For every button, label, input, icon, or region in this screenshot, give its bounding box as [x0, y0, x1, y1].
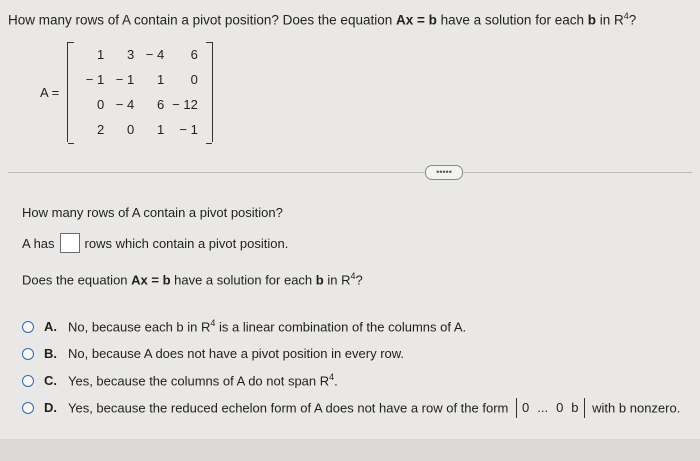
sq2-suffix: ?	[355, 272, 363, 288]
expand-more-button[interactable]: •••••	[425, 165, 463, 180]
vector-entry: 0	[521, 400, 530, 415]
option-c[interactable]	[22, 367, 680, 394]
option-a-rest: is a linear combination of the columns of A.	[215, 319, 467, 335]
matrix-cell: − 4	[145, 47, 165, 62]
matrix-row	[78, 67, 202, 92]
question-prefix: How many rows of A contain a pivot position? Does the equation	[8, 12, 396, 28]
question-mid: have a solution for each	[436, 12, 588, 28]
bottom-bar	[0, 439, 700, 461]
matrix-cell: 3	[126, 47, 135, 62]
question-in: in	[595, 12, 614, 28]
radio-option-a[interactable]	[22, 321, 34, 333]
matrix-cell: 6	[156, 97, 165, 112]
matrix-row	[78, 92, 202, 117]
option-letter: A.	[44, 319, 57, 334]
equation: Ax = b	[395, 12, 437, 28]
matrix-cell: − 1	[179, 122, 198, 137]
vector-entry: b	[571, 400, 579, 415]
sq2-equation: Ax = b	[131, 272, 171, 288]
matrix-cell: − 4	[115, 97, 135, 112]
option-text	[68, 318, 466, 334]
vector-entry: ...	[537, 400, 549, 415]
answer-options	[22, 313, 680, 421]
matrix-cell: 1	[156, 122, 165, 137]
row-vector	[516, 398, 585, 418]
matrix-block	[40, 42, 213, 142]
sq2-space-exponent: 4	[350, 271, 356, 281]
matrix-row	[78, 42, 202, 67]
answer-prefix: A has	[22, 235, 55, 251]
option-letter: B.	[44, 346, 57, 361]
vector-b: b	[587, 12, 596, 28]
matrix-cell: 0	[190, 72, 198, 87]
option-a-text: No, because each b in R	[68, 319, 211, 335]
matrix-cell: 6	[190, 47, 198, 62]
matrix-A	[67, 42, 213, 142]
option-c-text: Yes, because the columns of A do not span R	[68, 373, 330, 389]
radio-option-b[interactable]	[22, 348, 34, 360]
option-b-text: No, because A does not have a pivot position in every row.	[68, 346, 405, 361]
space-exponent: 4	[623, 11, 629, 21]
matrix-cell: − 1	[115, 72, 135, 87]
sq2-mid: have a solution for each	[170, 272, 316, 288]
radio-option-d[interactable]	[22, 402, 34, 414]
option-letter: D.	[44, 400, 57, 415]
pivot-rows-input[interactable]	[60, 233, 80, 253]
matrix-cell: − 12	[172, 97, 198, 112]
question-suffix: ?	[628, 12, 637, 28]
option-d-text: Yes, because the reduced echelon form of A does not have a row of the form	[68, 400, 509, 415]
section-divider	[8, 172, 692, 173]
option-letter: C.	[44, 373, 57, 388]
sq2-space-symbol: R	[341, 272, 351, 288]
sq2-vector-b: b	[315, 272, 324, 288]
matrix-cell: 1	[156, 72, 165, 87]
answer-line	[22, 233, 288, 253]
matrix-table	[78, 42, 202, 142]
option-b[interactable]	[22, 340, 680, 367]
option-text	[68, 372, 338, 388]
sub-question-solution	[22, 271, 363, 287]
matrix-cell: 2	[96, 122, 105, 137]
option-text	[68, 398, 680, 418]
sq2-prefix: Does the equation	[22, 272, 132, 288]
radio-option-c[interactable]	[22, 375, 34, 387]
option-c-rest: .	[334, 373, 338, 389]
vector-entry: 0	[556, 400, 564, 415]
matrix-cell: − 1	[85, 72, 105, 87]
option-a[interactable]	[22, 313, 680, 340]
option-c-exp: 4	[329, 372, 335, 383]
sq2-in: in	[323, 272, 342, 288]
matrix-row	[78, 117, 202, 142]
matrix-cell: 1	[96, 47, 105, 62]
space-symbol: R	[614, 12, 624, 28]
matrix-cell: 0	[96, 97, 105, 112]
option-d-rest: with b nonzero.	[592, 400, 681, 415]
sub-question-pivot-rows: How many rows of A contain a pivot position?	[22, 205, 283, 220]
matrix-cell: 0	[126, 122, 135, 137]
option-a-exp: 4	[210, 318, 216, 329]
option-d[interactable]	[22, 394, 680, 421]
question-text	[8, 11, 636, 28]
answer-suffix: rows which contain a pivot position.	[84, 235, 289, 251]
matrix-label: A =	[40, 84, 60, 100]
